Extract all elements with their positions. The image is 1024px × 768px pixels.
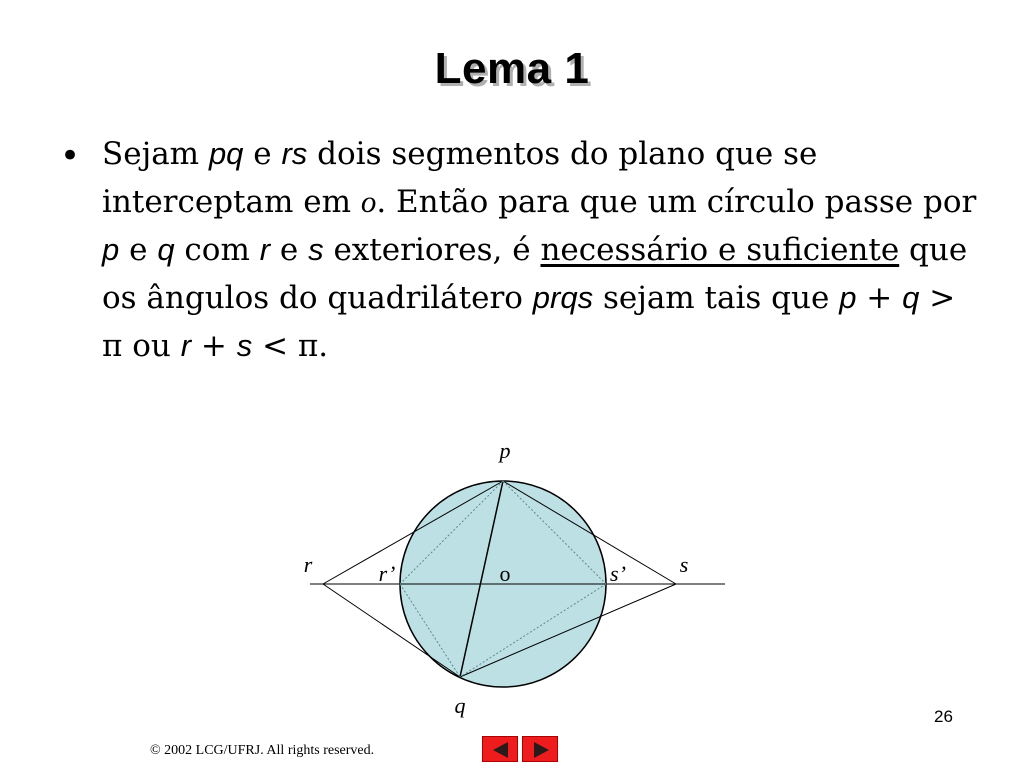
- next-slide-button[interactable]: [522, 736, 558, 762]
- bullet-marker: •: [60, 136, 81, 176]
- var-s: s: [308, 232, 324, 267]
- var-r: r: [180, 328, 192, 363]
- var-q: q: [902, 280, 920, 315]
- text-run: < π.: [252, 328, 329, 364]
- label-s-prime: s’: [610, 561, 626, 586]
- label-q: q: [454, 693, 466, 718]
- text-run: sejam tais que: [593, 280, 840, 316]
- page-number: 26: [934, 707, 953, 726]
- text-run: dois segmentos do plano que se interceptam em: [102, 136, 818, 220]
- text-run: com: [174, 232, 260, 268]
- var-s: s: [236, 328, 253, 363]
- right-triangle-icon: [523, 737, 559, 763]
- text-run: e: [119, 232, 158, 268]
- label-r: r: [303, 552, 313, 577]
- var-pq: pq: [208, 136, 244, 171]
- label-o: o: [499, 561, 511, 586]
- text-run: +: [856, 280, 903, 316]
- text-run: e: [270, 232, 309, 268]
- label-r-prime: r’: [378, 561, 396, 586]
- var-p: p: [839, 280, 857, 315]
- text-run: . Então para que um círculo passe por: [376, 184, 977, 220]
- copyright-notice: © 2002 LCG/UFRJ. All rights reserved.: [150, 743, 375, 758]
- var-rs: rs: [281, 136, 308, 171]
- slide-title: Lema 1: [434, 44, 590, 93]
- label-p: p: [499, 438, 511, 463]
- var-o: o: [360, 184, 377, 219]
- var-prqs: prqs: [532, 280, 594, 315]
- text-run: e: [243, 136, 282, 172]
- geometry-diagram: [290, 430, 740, 730]
- previous-slide-button[interactable]: [482, 736, 518, 762]
- var-r: r: [259, 232, 271, 267]
- var-q: q: [157, 232, 175, 267]
- text-run: +: [191, 328, 237, 364]
- text-run: Sejam: [102, 136, 209, 172]
- text-run: > π ou: [102, 280, 956, 364]
- label-s: s: [679, 552, 689, 577]
- bullet-text: [102, 130, 982, 370]
- underlined-phrase: necessário e suficiente: [540, 232, 900, 268]
- text-run: exteriores, é: [323, 232, 541, 268]
- left-triangle-icon: [483, 737, 519, 763]
- text-run: que os ângulos do quadrilátero: [102, 232, 968, 316]
- var-p: p: [102, 232, 120, 267]
